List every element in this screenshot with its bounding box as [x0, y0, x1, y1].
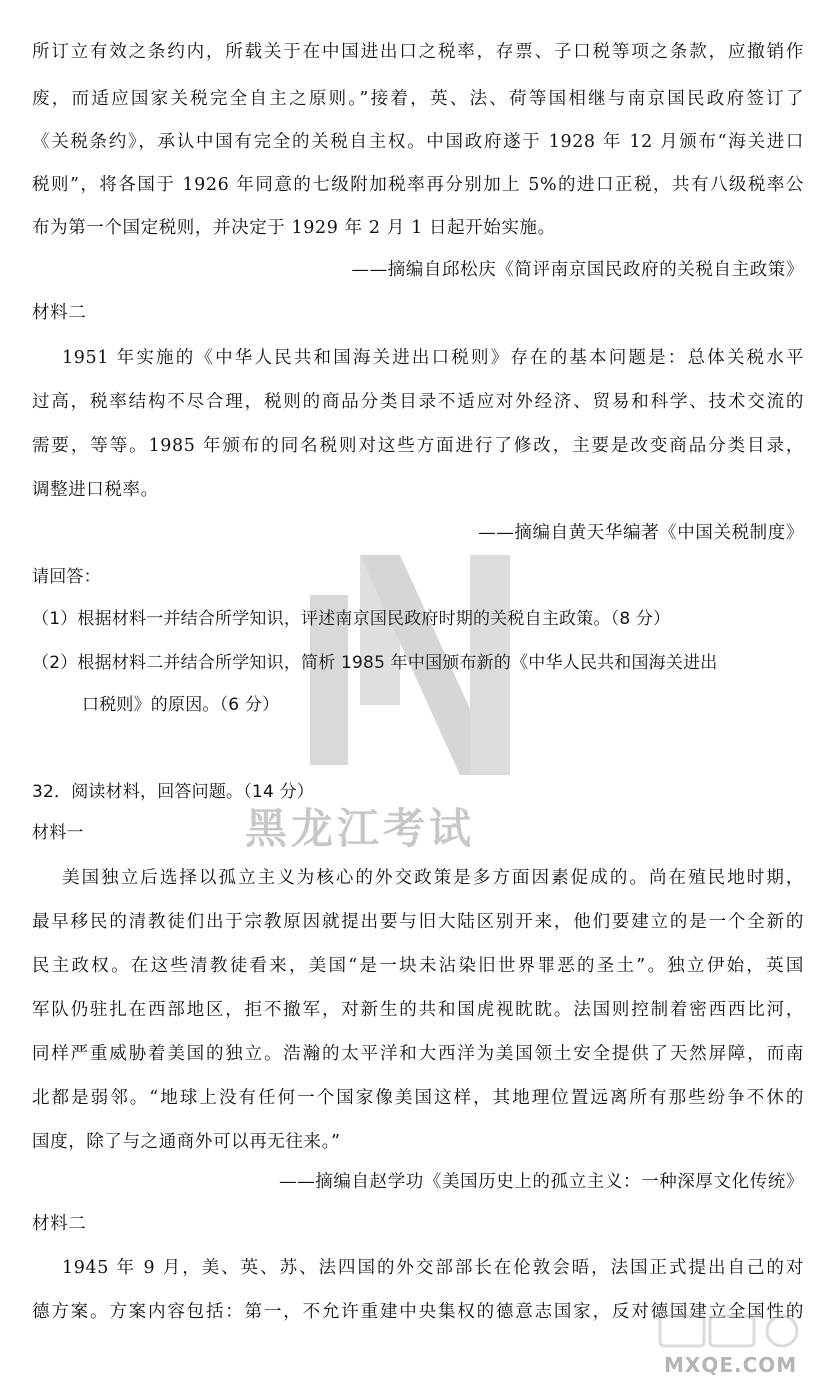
text-line: 民主政权。在这些清教徒看来，美国“是一块未沾染旧世界罪恶的圣土”。独立伊始，英国: [32, 956, 804, 976]
text-line: 《关税条约》，承认中国有完全的关税自主权。中国政府遂于 1928 年 12 月颁布“海关进口: [32, 132, 804, 152]
question-32-title: 32．阅读材料，回答问题。（14 分）: [32, 782, 314, 802]
question-2: （2）根据材料二并结合所学知识，简析 1985 年中国颁布新的《中华人民共和国海关进出: [32, 653, 718, 673]
text-line: 北都是弱邻。“地球上没有任何一个国家像美国这样，其地理位置远离所有那些纷争不休的: [32, 1088, 804, 1108]
source-citation: ——摘编自黄天华编著《中国关税制度》: [478, 523, 804, 543]
question-2-continued: 口税则》的原因。（6 分）: [82, 695, 280, 715]
text-line: 德方案。方案内容包括：第一，不允许重建中央集权的德意志国家，反对德国建立全国性的: [32, 1302, 804, 1322]
material-label: 材料二: [32, 303, 87, 323]
material-label: 材料二: [32, 1214, 87, 1234]
text-line: 国度，除了与之通商外可以再无往来。”: [32, 1132, 341, 1152]
source-citation: ——摘编自邱松庆《简评南京国民政府的关税自主政策》: [351, 260, 804, 280]
text-line: 所订立有效之条约内，所载关于在中国进出口之税率，存票、子口税等项之条款，应撤销作: [32, 42, 804, 62]
source-citation: ——摘编自赵学功《美国历史上的孤立主义：一种深厚文化传统》: [279, 1172, 804, 1192]
text-line: 同样严重威胁着美国的独立。浩瀚的太平洋和大西洋为美国领土安全提供了天然屏障，而南: [32, 1044, 804, 1064]
answer-prompt: 请回答：: [32, 567, 101, 587]
material-label: 材料一: [32, 823, 84, 843]
text-line: 1951 年实施的《中华人民共和国海关进出口税则》存在的基本问题是：总体关税水平: [62, 348, 804, 368]
text-line: 过高，税率结构不尽合理，税则的商品分类目录不适应对外经济、贸易和科学、技术交流的: [32, 392, 804, 412]
text-line: 军队仍驻扎在西部地区，拒不撤军，对新生的共和国虎视眈眈。法国则控制着密西西比河，: [32, 1000, 804, 1020]
text-line: 美国独立后选择以孤立主义为核心的外交政策是多方面因素促成的。尚在殖民地时期，: [62, 868, 804, 888]
text-line: 调整进口税率。: [32, 480, 159, 500]
text-line: 布为第一个国定税则，并决定于 1929 年 2 月 1 日起开始实施。: [32, 218, 556, 238]
text-line: 最早移民的清教徒们出于宗教原因就提出要与旧大陆区别开来，他们要建立的是一个全新的: [32, 912, 804, 932]
corner-watermark-text: MXQE.COM: [664, 1353, 798, 1377]
text-line: 1945 年 9 月，美、英、苏、法四国的外交部部长在伦敦会晤，法国正式提出自己的对: [62, 1258, 804, 1278]
text-line: 需要，等等。1985 年颁布的同名税则对这些方面进行了修改，主要是改变商品分类目录，: [32, 436, 804, 456]
text-line: 废，而适应国家关税完全自主之原则。”接着，英、法、荷等国相继与南京国民政府签订了: [32, 89, 804, 109]
watermark-text: 黑龙江考试: [245, 804, 476, 853]
text-line: 税则”，将各国于 1926 年同意的七级附加税率再分别加上 5%的进口正税，共有八级税率公: [32, 175, 804, 195]
question-1: （1）根据材料一并结合所学知识，评述南京国民政府时期的关税自主政策。（8 分）: [32, 609, 671, 629]
